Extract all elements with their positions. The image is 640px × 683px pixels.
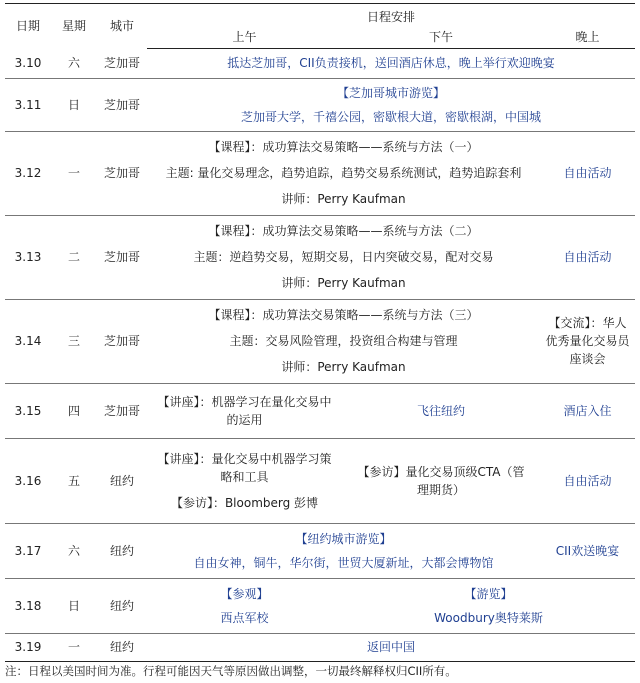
header-schedule: 日程安排: [147, 4, 635, 27]
row-date: 3.11: [5, 78, 51, 131]
row-morning: [147, 383, 342, 438]
row-evening: [540, 299, 635, 383]
row-weekday: 一: [51, 131, 97, 215]
row-weekday: 日: [51, 78, 97, 131]
row-weekday: 四: [51, 383, 97, 438]
outlet-detail: Woodbury奥特莱斯: [434, 610, 543, 625]
row-tour: [147, 523, 540, 578]
course-title: 【课程】：成功算法交易策略——系统与方法（一）: [208, 140, 479, 154]
row-weekday: 六: [51, 48, 97, 78]
table-row: [5, 131, 635, 215]
row-city: 纽约: [97, 633, 147, 661]
row-city: 纽约: [97, 578, 147, 633]
exchange-text: 【交流】：华人优秀量化交易员座谈会: [545, 316, 630, 366]
row-city: 芝加哥: [97, 48, 147, 78]
tour-detail: 自由女神，铜牛，华尔街，世贸大厦新址，大都会博物馆: [193, 555, 494, 570]
header-evening: 晚上: [540, 26, 635, 48]
row-city: 芝加哥: [97, 131, 147, 215]
row-date: 3.12: [5, 131, 51, 215]
row-full-schedule: 抵达芝加哥，CII负责接机，送回酒店休息，晚上举行欢迎晚宴: [147, 48, 635, 78]
row-evening: CII欢送晚宴: [540, 523, 635, 578]
row-date: 3.15: [5, 383, 51, 438]
course-lecturer: 讲师：Perry Kaufman: [281, 360, 406, 374]
row-city: 纽约: [97, 438, 147, 523]
row-evening: 自由活动: [540, 131, 635, 215]
row-date: 3.16: [5, 438, 51, 523]
outlet-title: 【游览】: [464, 586, 513, 601]
schedule-table: [5, 3, 635, 662]
tour-detail: 芝加哥大学，千禧公园，密歇根大道，密歇根湖，中国城: [241, 109, 542, 124]
table-row: [5, 523, 635, 578]
course-title: 【课程】：成功算法交易策略——系统与方法（三）: [208, 308, 479, 322]
row-city: 芝加哥: [97, 383, 147, 438]
row-course: [147, 131, 540, 215]
visit-detail: 西点军校: [220, 610, 269, 625]
row-morning: [147, 438, 342, 523]
row-weekday: 一: [51, 633, 97, 661]
table-row: [5, 48, 635, 78]
row-weekday: 五: [51, 438, 97, 523]
row-evening: 自由活动: [540, 215, 635, 299]
row-weekday: 二: [51, 215, 97, 299]
course-title: 【课程】：成功算法交易策略——系统与方法（二）: [208, 224, 479, 238]
table-row: [5, 578, 635, 633]
table-row: [5, 633, 635, 661]
row-evening: 酒店入住: [540, 383, 635, 438]
header-weekday: 星期: [51, 4, 97, 49]
row-city: 纽约: [97, 523, 147, 578]
table-row: [5, 438, 635, 523]
header-city: 城市: [97, 4, 147, 49]
row-date: 3.10: [5, 48, 51, 78]
row-date: 3.18: [5, 578, 51, 633]
row-city: 芝加哥: [97, 215, 147, 299]
row-afternoon: [342, 438, 540, 523]
row-weekday: 日: [51, 578, 97, 633]
row-evening: 自由活动: [540, 438, 635, 523]
row-afternoon: [342, 578, 635, 633]
row-date: 3.19: [5, 633, 51, 661]
row-weekday: 六: [51, 523, 97, 578]
header-afternoon: 下午: [342, 26, 540, 48]
course-lecturer: 讲师：Perry Kaufman: [281, 276, 406, 290]
lecture-text: 【讲座】：机器学习在量化交易中的运用: [157, 394, 332, 427]
row-morning: [147, 578, 342, 633]
tour-title: 【纽约城市游览】: [295, 531, 392, 546]
visit-title: 【参观】: [220, 586, 269, 601]
row-city: 芝加哥: [97, 78, 147, 131]
lecture-text: 【讲座】：量化交易中机器学习策略和工具: [157, 451, 332, 484]
footnote: 注：日程以美国时间为准。行程可能因天气等原因做出调整，一切最终解释权归CII所有。: [5, 664, 457, 678]
table-row: [5, 299, 635, 383]
course-topic: 主题: 量化交易理念，趋势追踪，趋势交易系统测试，趋势追踪套利: [165, 166, 522, 180]
row-course: [147, 215, 540, 299]
row-date: 3.17: [5, 523, 51, 578]
row-city: 芝加哥: [97, 299, 147, 383]
header-morning: 上午: [147, 26, 342, 48]
visit-text: 【参访】：Bloomberg 彭博: [170, 495, 319, 510]
cta-visit-text: 【参访】量化交易顶级CTA（管理期货）: [357, 464, 525, 497]
header-date: 日期: [5, 4, 51, 49]
row-course: [147, 299, 540, 383]
row-full-schedule: 返回中国: [147, 633, 635, 661]
row-date: 3.13: [5, 215, 51, 299]
course-topic: 主题：交易风险管理，投资组合构建与管理: [229, 334, 458, 348]
tour-title: 【芝加哥城市游览】: [337, 85, 446, 100]
row-tour: [147, 78, 635, 131]
course-topic: 主题：逆趋势交易，短期交易，日内突破交易，配对交易: [193, 250, 494, 264]
row-afternoon: 飞往纽约: [342, 383, 540, 438]
row-date: 3.14: [5, 299, 51, 383]
table-row: [5, 78, 635, 131]
course-lecturer: 讲师：Perry Kaufman: [281, 192, 406, 206]
table-row: [5, 215, 635, 299]
table-row: [5, 383, 635, 438]
row-weekday: 三: [51, 299, 97, 383]
